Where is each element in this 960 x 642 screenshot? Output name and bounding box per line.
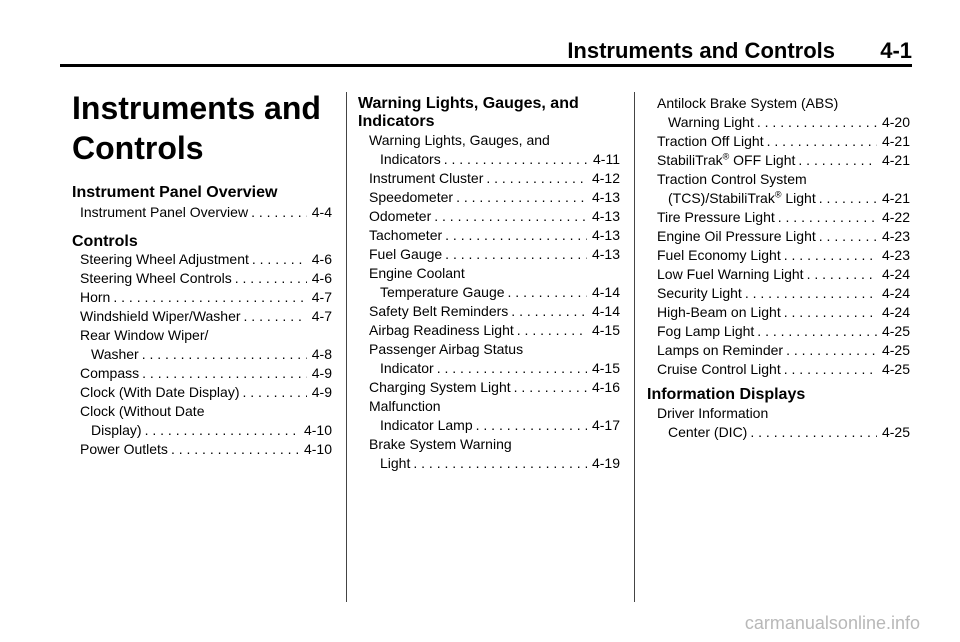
toc-entry-page: 4-17 [591,417,620,433]
toc-entry[interactable] [369,169,620,188]
toc-entry-title: Power Outlets [80,441,168,457]
page-header-title: Instruments and Controls [567,38,835,63]
toc-entry[interactable] [369,226,620,245]
toc-entry-page: 4-16 [591,379,620,395]
toc-entry-title: Instrument Panel Overview [80,204,249,220]
toc-entry-line: Engine Coolant [369,265,465,281]
toc-entry[interactable] [80,269,332,288]
toc-entry-page: 4-11 [593,151,620,167]
toc-entry-page: 4-6 [311,270,332,286]
toc-entry-title: Traction Off Light [657,133,764,149]
toc-entry-page: 4-10 [303,422,332,438]
toc-entry-line: Driver Information [657,405,769,421]
toc-entry-page: 4-25 [881,323,910,339]
toc-entry[interactable] [369,321,620,340]
toc-entry-title: Lamps on Reminder [657,342,784,358]
toc-entry-page: 4-25 [881,424,910,440]
toc-entry[interactable] [668,113,910,132]
toc-entry[interactable] [380,283,620,302]
toc-entry-title: Steering Wheel Controls [80,270,232,286]
toc-entry[interactable] [657,284,910,303]
toc-entry[interactable] [657,303,910,322]
toc-entry-page: 4-9 [311,384,332,400]
toc-entry-page: 4-14 [591,284,620,300]
toc-entry-page: 4-4 [311,204,332,220]
toc-entry-title: Indicators [380,151,441,167]
toc-entry[interactable] [369,245,620,264]
toc-entry[interactable] [369,188,620,207]
toc-entry[interactable] [657,322,910,341]
toc-entry-page: 4-25 [881,342,910,358]
toc-entry-page: 4-13 [591,246,620,262]
toc-entry-page: 4-13 [591,227,620,243]
toc-entry-title: Fog Lamp Light [657,323,755,339]
toc-entry[interactable] [657,208,910,227]
toc-entry[interactable] [80,203,332,222]
section-heading: Indicators [358,113,435,130]
toc-entry-page: 4-7 [311,308,332,324]
toc-entry-title: Washer [91,346,139,362]
toc-entry-page: 4-23 [881,228,910,244]
page-number: 4-1 [880,38,912,63]
toc-entry-page: 4-25 [881,361,910,377]
toc-entry[interactable] [369,302,620,321]
toc-entry-title: Odometer [369,208,432,224]
toc-entry[interactable] [657,341,910,360]
toc-entry-page: 4-14 [591,303,620,319]
toc-entry-title: Warning Light [668,114,754,130]
toc-entry-title: Airbag Readiness Light [369,322,514,338]
toc-entry-title: Steering Wheel Adjustment [80,251,249,267]
toc-entry[interactable] [380,359,620,378]
toc-entry-line: Brake System Warning [369,436,512,452]
toc-entry[interactable] [80,383,332,402]
column-divider [634,92,635,602]
toc-entry-title: Compass [80,365,140,381]
column-divider [346,92,347,602]
chapter-title [72,88,332,168]
toc-entry-page: 4-24 [881,304,910,320]
toc-entry-line: Rear Window Wiper/ [80,327,209,343]
toc-entry-page: 4-8 [311,346,332,362]
toc-entry-page: 4-19 [591,455,620,471]
toc-entry-title: Charging System Light [369,379,511,395]
section-heading: Information Displays [647,386,806,403]
toc-entry-title: Clock (With Date Display) [80,384,240,400]
toc-entry-title: Windshield Wiper/Washer [80,308,241,324]
toc-entry[interactable] [657,151,910,170]
toc-entry[interactable] [91,345,332,364]
toc-entry-title: Tachometer [369,227,443,243]
toc-entry-page: 4-13 [591,189,620,205]
toc-entry-title: Security Light [657,285,742,301]
toc-entry-page: 4-22 [881,209,910,225]
toc-entry-page: 4-20 [881,114,910,130]
toc-entry[interactable] [380,416,620,435]
toc-entry-title: Display) [91,422,142,438]
toc-entry-line: Malfunction [369,398,441,414]
watermark: carmanualsonline.info [744,613,920,633]
section-heading: Controls [72,233,138,250]
toc-entry[interactable] [380,150,620,169]
toc-entry-title: Low Fuel Warning Light [657,266,804,282]
toc-entry[interactable] [369,378,620,397]
toc-entry-page: 4-23 [881,247,910,263]
toc-entry[interactable] [80,288,332,307]
toc-entry-title: (TCS)/StabiliTrak® Light [668,189,816,206]
toc-entry-page: 4-12 [591,170,620,186]
chapter-title-line: Instruments and [72,90,321,126]
toc-entry-line: Antilock Brake System (ABS) [657,95,839,111]
toc-entry-page: 4-24 [881,266,910,282]
toc-entry-line: Clock (Without Date [80,403,205,419]
toc-entry[interactable] [657,265,910,284]
toc-entry-title: Light [380,455,411,471]
toc-entry[interactable] [80,440,332,459]
toc-entry[interactable] [668,423,910,442]
toc-entry[interactable] [657,227,910,246]
toc-entry[interactable] [657,360,910,379]
toc-entry[interactable] [80,364,332,383]
toc-entry-page: 4-15 [591,360,620,376]
toc-entry-title: Horn [80,289,111,305]
toc-entry[interactable] [80,250,332,269]
toc-entry-title: Fuel Economy Light [657,247,781,263]
header-rule [60,64,912,67]
toc-entry-title: Engine Oil Pressure Light [657,228,816,244]
toc-entry-title: StabiliTrak® OFF Light [657,151,796,168]
toc-entry-title: Temperature Gauge [380,284,505,300]
chapter-title-line: Controls [72,130,204,166]
toc-entry-line: Traction Control System [657,171,807,187]
toc-entry-page: 4-7 [311,289,332,305]
toc-entry-title: Indicator [380,360,434,376]
toc-entry-title: High-Beam on Light [657,304,781,320]
toc-entry-title: Safety Belt Reminders [369,303,509,319]
toc-entry[interactable] [657,132,910,151]
toc-entry-page: 4-24 [881,285,910,301]
toc-entry[interactable] [369,207,620,226]
toc-entry[interactable] [91,421,332,440]
toc-entry[interactable] [657,246,910,265]
toc-entry-title: Center (DIC) [668,424,748,440]
toc-entry-page: 4-10 [303,441,332,457]
toc-entry-page: 4-15 [591,322,620,338]
toc-entry-title: Fuel Gauge [369,246,443,262]
toc-entry-page: 4-21 [881,133,910,149]
toc-entry-page: 4-9 [311,365,332,381]
toc-entry-line: Warning Lights, Gauges, and [369,132,550,148]
toc-entry-title: Cruise Control Light [657,361,781,377]
toc-entry-page: 4-21 [881,190,910,206]
section-heading: Instrument Panel Overview [72,184,278,201]
toc-entry-line: Passenger Airbag Status [369,341,524,357]
toc-entry[interactable] [668,189,910,208]
toc-entry[interactable] [80,307,332,326]
toc-entry-title: Speedometer [369,189,454,205]
toc-entry-title: Indicator Lamp [380,417,473,433]
section-heading: Warning Lights, Gauges, and [358,95,579,112]
toc-entry-page: 4-6 [311,251,332,267]
toc-entry-page: 4-13 [591,208,620,224]
toc-entry-page: 4-21 [881,152,910,168]
toc-entry-title: Instrument Cluster [369,170,484,186]
toc-entry-title: Tire Pressure Light [657,209,775,225]
toc-entry[interactable] [380,454,620,473]
